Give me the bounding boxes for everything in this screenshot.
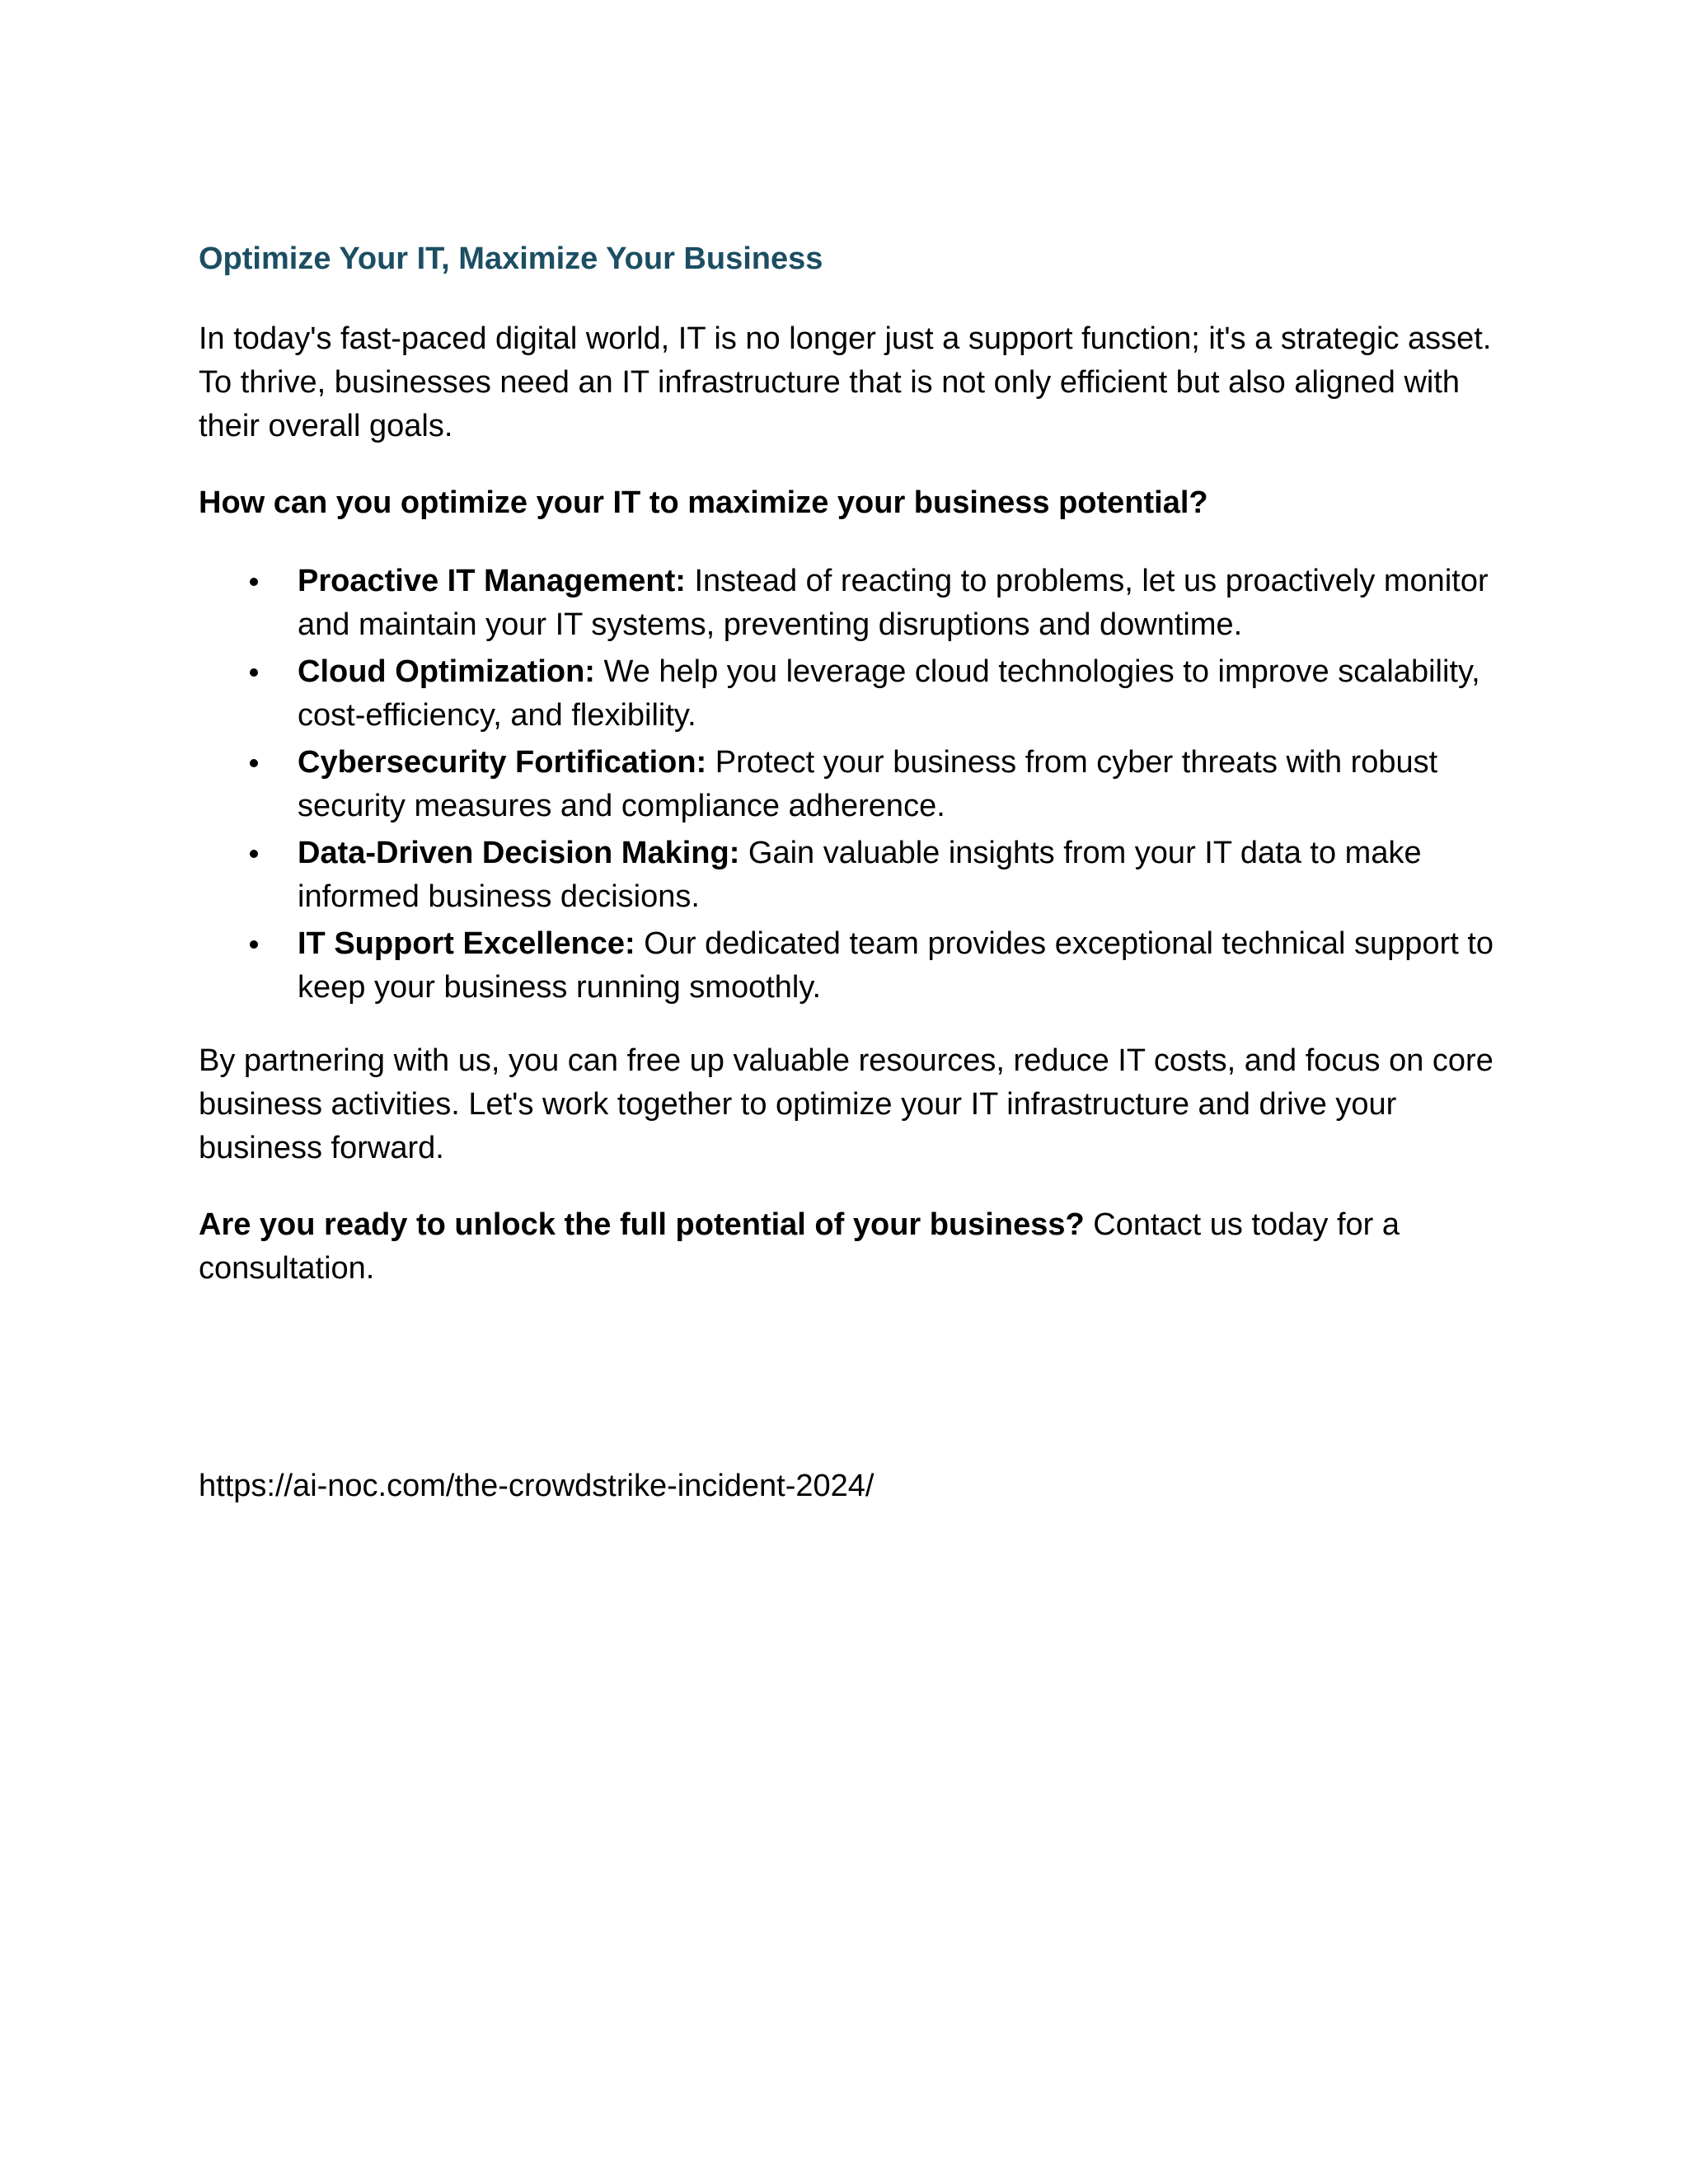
- list-item: [199, 560, 1501, 647]
- intro-paragraph: In today's fast-paced digital world, IT is no longer just a support function; it's a strategic asset. To thrive, businesses need an IT infrastructure that is not only efficient but also aligned with their overall goals.: [199, 321, 1492, 443]
- list-item-term: IT Support Excellence:: [298, 926, 635, 961]
- list-item-term: Cybersecurity Fortification:: [298, 745, 707, 780]
- document-body: [199, 233, 1501, 1291]
- list-item-text: We help you leverage cloud technologies to improve scalability, cost-efficiency, and flexibility.: [298, 654, 1480, 733]
- list-item-text: Instead of reacting to problems, let us proactively monitor and maintain your IT systems, preventing disruptions and downtime.: [298, 564, 1489, 642]
- list-item: [199, 741, 1501, 828]
- list-item-term: Proactive IT Management:: [298, 564, 686, 598]
- list-item-text: Gain valuable insights from your IT data to make informed business decisions.: [298, 836, 1422, 914]
- source-url[interactable]: https://ai-noc.com/the-crowdstrike-incident-2024/: [199, 1469, 874, 1503]
- bullet-icon: [250, 940, 258, 949]
- list-item-term: Cloud Optimization:: [298, 654, 595, 689]
- list-item-text: Protect your business from cyber threats with robust security measures and compliance adherence.: [298, 745, 1438, 823]
- list-item: [199, 832, 1501, 919]
- bullet-icon: [250, 578, 258, 586]
- document-title: Optimize Your IT, Maximize Your Business: [199, 241, 823, 276]
- question-heading: How can you optimize your IT to maximize your business potential?: [199, 485, 1208, 520]
- call-to-action: [199, 1203, 1501, 1291]
- benefits-list: [199, 560, 1501, 1010]
- bullet-icon: [250, 759, 258, 767]
- list-item-term: Data-Driven Decision Making:: [298, 836, 740, 870]
- bullet-icon: [250, 850, 258, 858]
- list-item: [199, 922, 1501, 1010]
- bullet-icon: [250, 668, 258, 677]
- list-item-text: Our dedicated team provides exceptional technical support to keep your business running smoothly.: [298, 926, 1494, 1005]
- list-item: [199, 650, 1501, 738]
- cta-text: Contact us today for a consultation.: [199, 1207, 1400, 1286]
- cta-question: Are you ready to unlock the full potential of your business?: [199, 1207, 1085, 1242]
- closing-paragraph: By partnering with us, you can free up valuable resources, reduce IT costs, and focus on core business activities. Let's work together to optimize your IT infrastructure and drive your business forward.: [199, 1043, 1493, 1165]
